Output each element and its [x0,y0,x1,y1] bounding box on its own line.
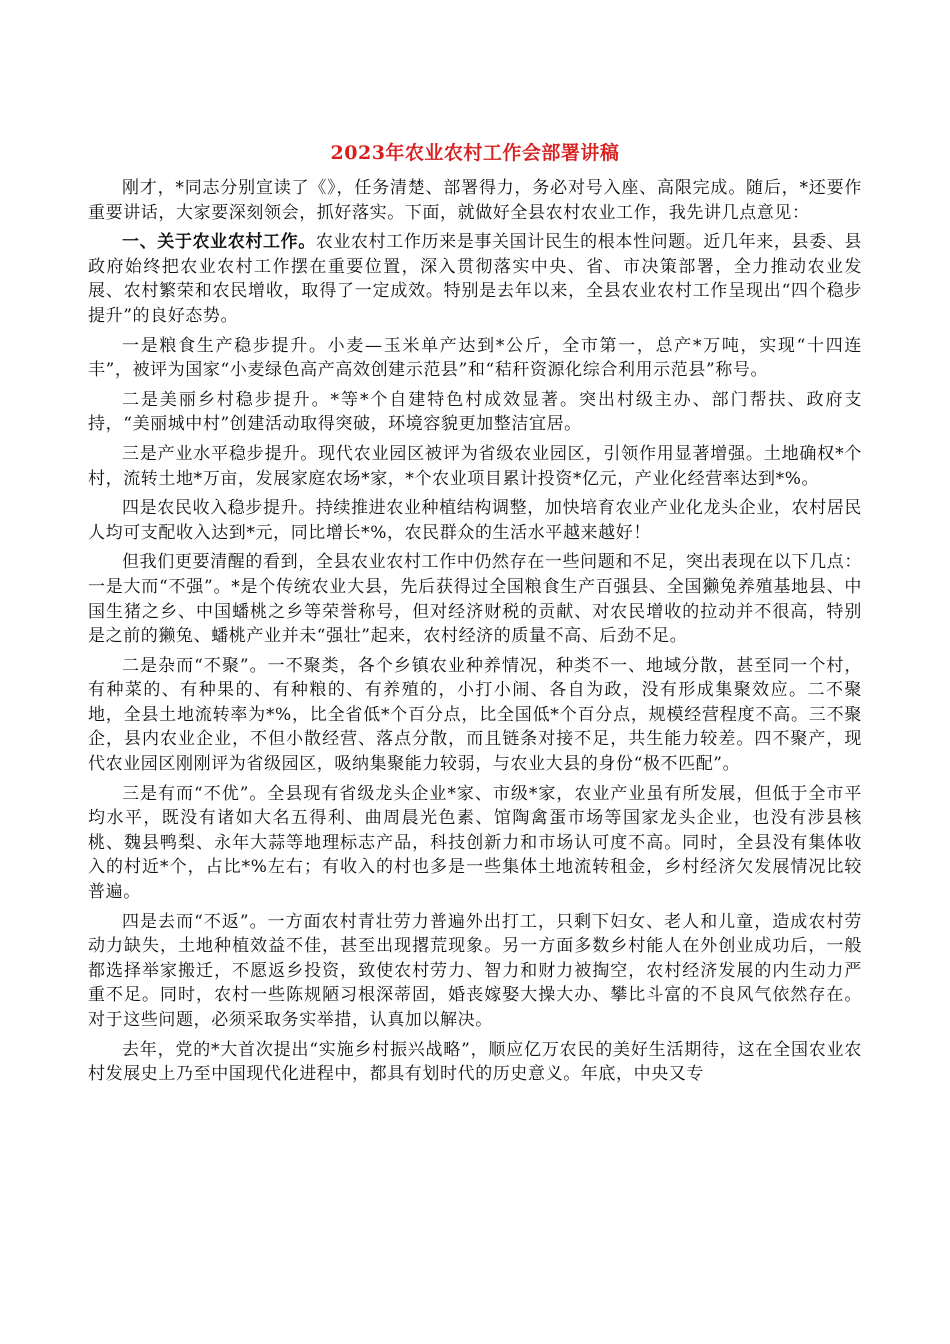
document-page [88,138,862,1092]
paragraph [88,1038,862,1087]
paragraph [88,334,862,383]
paragraph-text: 但我们更要清醒的看到，全县农业农村工作中仍然存在一些问题和不足，突出表现在以下几点：一是大而“不强”。*是个传统农业大县，先后获得过全国粮食生产百强县、全国獭兔养殖基地县、中国生猪之乡、中国蟠桃之乡等荣誉称号，但对经济财税的贡献、对农民增收的拉动并不很高，特别是之前的獭兔、蟠桃产业并未“强壮”起来，农村经济的质量不高、后劲不足。 [88,552,862,647]
paragraph-text: 四是去而“不返”。一方面农村青壮劳力普遍外出打工，只剩下妇女、老人和儿童，造成农村劳动力缺失，土地种植效益不佳，甚至出现撂荒现象。另一方面多数乡村能人在外创业成功后，一般都选择举家搬迁，不愿返乡投资，致使农村劳力、智力和财力被掏空，农村经济发展的内生动力严重不足。同时，农村一些陈规陋习根深蒂固，婚丧嫁娶大操大办、攀比斗富的不良风气依然存在。对于这些问题，必须采取务实举措，认真加以解决。 [88,911,862,1030]
paragraph-text: 农业农村工作历来是事关国计民生的根本性问题。近几年来，县委、县政府始终把农业农村工作摆在重要位置，深入贯彻落实中央、省、市决策部署，全力推动农业发展、农村繁荣和农民增收，取得了一定成效。特别是去年以来，全县农业农村工作呈现出“四个稳步提升”的良好态势。 [88,232,862,326]
paragraph [88,442,862,491]
paragraph [88,910,862,1033]
paragraph [88,230,862,328]
paragraph [88,550,862,648]
paragraph-text: 一是粮食生产稳步提升。小麦—玉米单产达到*公斤，全市第一，总产*万吨，实现“十四连丰”，被评为国家“小麦绿色高产高效创建示范县”和“秸秆资源化综合利用示范县”称号。 [88,335,862,381]
paragraph [88,654,862,777]
paragraph-text: 三是产业水平稳步提升。现代农业园区被评为省级农业园区，引领作用显著增强。土地确权*个村，流转土地*万亩，发展家庭农场*家，*个农业项目累计投资*亿元，产业化经营率达到*%。 [88,443,862,489]
paragraph-text: 四是农民收入稳步提升。持续推进农业种植结构调整，加快培育农业产业化龙头企业，农村居民人均可支配收入达到*元，同比增长*%，农民群众的生活水平越来越好！ [88,498,862,543]
paragraph [88,176,862,225]
paragraph-text: 二是美丽乡村稳步提升。*等*个自建特色村成效显著。突出村级主办、部门帮扶、政府支持，“美丽城中村”创建活动取得突破，环境容貌更加整洁宜居。 [88,389,862,435]
document-body [88,176,862,1087]
paragraph [88,782,862,905]
paragraph [88,496,862,545]
paragraph-text: 二是杂而“不聚”。一不聚类，各个乡镇农业种养情况，种类不一、地域分散，甚至同一个村，有种菜的、有种果的、有种粮的、有养殖的，小打小闹、各自为政，没有形成集聚效应。二不聚地，全县土地流转率为*%，比全省低*个百分点，比全国低*个百分点，规模经营程度不高。三不聚企，县内农业企业，不但小散经营、落点分散，而且链条对接不足，共生能力较差。四不聚产，现代农业园区刚刚评为省级园区，吸纳集聚能力较弱，与农业大县的身份“极不匹配”。 [88,655,862,775]
document-title: 2023年农业农村工作会部署讲稿 [330,142,620,164]
paragraph-text: 三是有而“不优”。全县现有省级龙头企业*家、市级*家，农业产业虽有所发展，但低于全市平均水平，既没有诸如大名五得利、曲周晨光色素、馆陶禽蛋市场等国家龙头企业，也没有涉县核桃、魏县鸭梨、永年大蒜等地理标志产品，科技创新力和市场认可度不高。同时，全县没有集体收入的村近*个，占比*%左右；有收入的村也多是一些集体土地流转租金，乡村经济欠发展情况比较普遍。 [88,783,862,903]
paragraph-text: 刚才，*同志分别宣读了《》，任务清楚、部署得力，务必对号入座、高限完成。随后，*还要作重要讲话，大家要深刻领会，抓好落实。下面，就做好全县农村农业工作，我先讲几点意见： [88,178,862,223]
section-heading: 一、关于农业农村工作。 [122,232,316,253]
paragraph-text: 去年，党的*大首次提出“实施乡村振兴战略”，顺应亿万农民的美好生活期待，这在全国农业农村发展史上乃至中国现代化进程中，都具有划时代的历史意义。年底，中央又专 [88,1039,862,1085]
paragraph [88,388,862,437]
